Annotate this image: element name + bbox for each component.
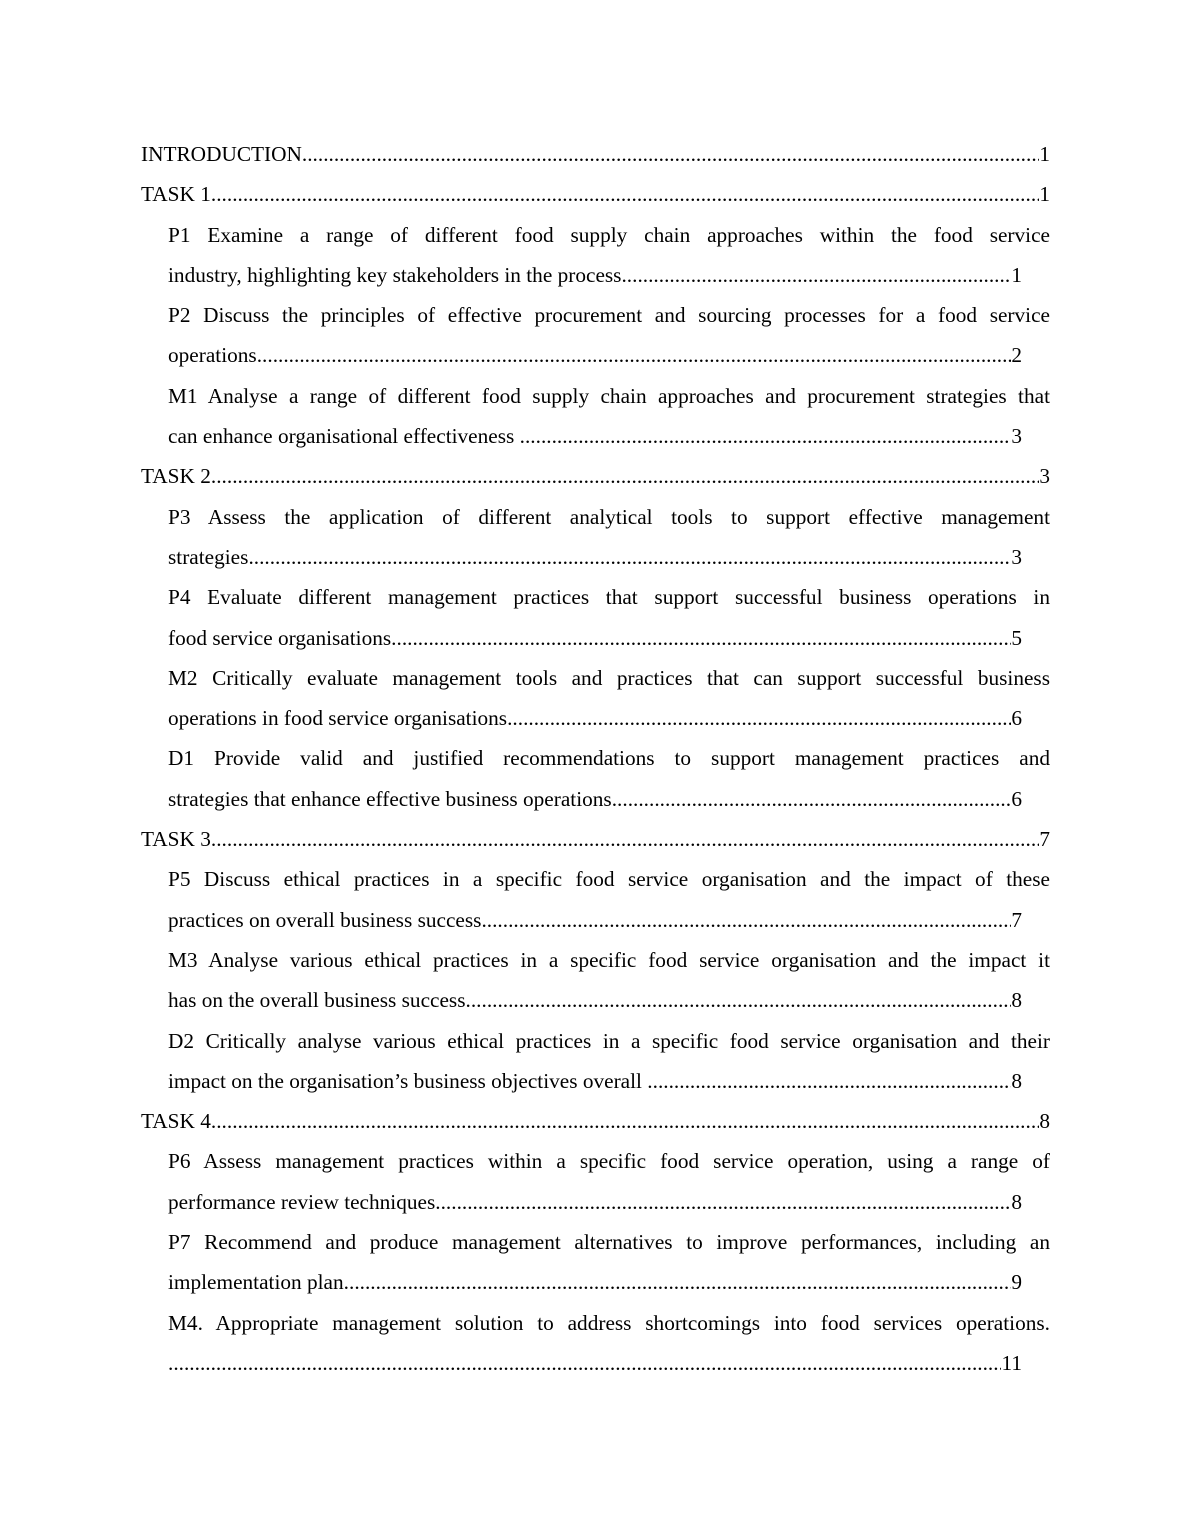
dot-leader	[168, 1343, 1001, 1383]
toc-subentry-line-1: D2 Critically analyse various ethical practices in a specific food service organisation and their	[168, 1028, 1050, 1053]
toc-subentry-line-2: has on the overall business success	[168, 988, 466, 1013]
dot-leader	[621, 255, 1011, 295]
dot-leader	[302, 134, 1039, 174]
toc-subentry-m4[interactable]	[168, 1303, 1050, 1384]
toc-entry-task-2[interactable]	[141, 456, 1050, 496]
dot-leader	[520, 416, 1012, 456]
toc-subentry-line-2: practices on overall business success	[168, 907, 482, 932]
toc-page-number: 8	[1011, 988, 1022, 1013]
toc-page-number: 8	[1039, 1109, 1050, 1134]
toc-subentry-line-1: M4. Appropriate management solution to address shortcomings into food services operations.	[168, 1310, 1050, 1335]
toc-subentry-d1[interactable]	[168, 738, 1050, 819]
dot-leader	[248, 537, 1011, 577]
toc-subentry-line-1: P2 Discuss the principles of effective procurement and sourcing processes for a food service	[168, 303, 1050, 328]
toc-page-number: 3	[1011, 424, 1022, 449]
toc-subentry-p6[interactable]	[168, 1141, 1050, 1222]
toc-page-number: 1	[1039, 142, 1050, 166]
toc-subentry-m3[interactable]	[168, 940, 1050, 1021]
toc-page-number: 1	[1011, 262, 1022, 287]
toc-subentry-line-1: P4 Evaluate different management practices that support successful business operations in	[168, 585, 1050, 610]
dot-leader	[507, 698, 1011, 738]
toc-entry-introduction[interactable]	[141, 134, 1050, 174]
toc-subentry-p4[interactable]	[168, 577, 1050, 658]
toc-subentry-line-2: implementation plan	[168, 1270, 344, 1295]
toc-subentry-p5[interactable]	[168, 859, 1050, 940]
toc-page-number: 1	[1039, 182, 1050, 207]
toc-subentry-line-1: P3 Assess the application of different analytical tools to support effective management	[168, 504, 1050, 529]
toc-entry-label: INTRODUCTION	[141, 142, 302, 166]
dot-leader	[481, 900, 1011, 940]
toc-entry-label: TASK 4	[141, 1109, 211, 1134]
toc-subentry-line-2: strategies that enhance effective business operations	[168, 786, 612, 811]
dot-leader	[211, 456, 1039, 496]
toc-page-number: 8	[1011, 1068, 1022, 1093]
toc-subentry-line-2: industry, highlighting key stakeholders in the process	[168, 262, 622, 287]
toc-page-number: 5	[1011, 625, 1022, 650]
toc-subentry-line-2: impact on the organisation’s business objectives overall	[168, 1068, 648, 1093]
toc-subentry-line-1: M2 Critically evaluate management tools and practices that can support successful business	[168, 665, 1050, 690]
dot-leader	[647, 1061, 1011, 1101]
toc-subentry-line-2: operations in food service organisations	[168, 706, 508, 731]
toc-page-number: 7	[1039, 827, 1050, 852]
dot-leader	[257, 335, 1012, 375]
toc-subentry-line-2: food service organisations	[168, 625, 392, 650]
toc-page-number: 3	[1011, 544, 1022, 569]
dot-leader	[211, 1101, 1039, 1141]
toc-entry-label: TASK 1	[141, 182, 211, 207]
toc-subentry-line-1: P1 Examine a range of different food supply chain approaches within the food service	[168, 222, 1050, 247]
toc-entry-task-4[interactable]	[141, 1101, 1050, 1141]
toc-subentry-line-1: P6 Assess management practices within a specific food service operation, using a range of	[168, 1149, 1050, 1174]
toc-page-number: 6	[1011, 786, 1022, 811]
dot-leader	[211, 174, 1039, 214]
toc-subentry-line-2: performance review techniques	[168, 1189, 436, 1214]
toc-subentry-line-1: M1 Analyse a range of different food supply chain approaches and procurement strategies that	[168, 383, 1050, 408]
toc-page-number: 7	[1011, 907, 1022, 932]
toc-page-number: 6	[1011, 706, 1022, 731]
toc-page-number: 3	[1039, 464, 1050, 489]
dot-leader	[435, 1182, 1011, 1222]
toc-subentry-p7[interactable]	[168, 1222, 1050, 1303]
toc-page-number: 11	[1001, 1350, 1022, 1375]
dot-leader	[391, 618, 1011, 658]
toc-subentry-line-1: P5 Discuss ethical practices in a specific food service organisation and the impact of these	[168, 867, 1050, 892]
toc-subentry-line-2: operations	[168, 343, 257, 368]
toc-page-number: 9	[1011, 1270, 1022, 1295]
toc-subentry-line-2: can enhance organisational effectiveness	[168, 424, 520, 449]
dot-leader	[211, 819, 1039, 859]
toc-subentry-line-1: P7 Recommend and produce management alternatives to improve performances, including an	[168, 1230, 1050, 1255]
toc-page-number: 2	[1011, 343, 1022, 368]
toc-subentry-line-1: M3 Analyse various ethical practices in a specific food service organisation and the impact it	[168, 947, 1050, 972]
toc-subentry-p2[interactable]	[168, 295, 1050, 376]
toc-page-number: 8	[1011, 1189, 1022, 1214]
toc-subentry-p1[interactable]	[168, 215, 1050, 296]
table-of-contents	[141, 134, 1050, 1383]
toc-subentry-p3[interactable]	[168, 497, 1050, 578]
toc-subentry-d2[interactable]	[168, 1021, 1050, 1102]
toc-subentry-line-1: D1 Provide valid and justified recommendations to support management practices and	[168, 746, 1050, 771]
toc-entry-task-3[interactable]	[141, 819, 1050, 859]
toc-subentry-m1[interactable]	[168, 376, 1050, 457]
toc-entry-task-1[interactable]	[141, 174, 1050, 214]
dot-leader	[344, 1262, 1012, 1302]
toc-entry-label: TASK 3	[141, 827, 211, 852]
dot-leader	[466, 980, 1012, 1020]
toc-entry-label: TASK 2	[141, 464, 211, 489]
toc-subentry-m2[interactable]	[168, 658, 1050, 739]
dot-leader	[612, 779, 1012, 819]
toc-subentry-line-2: strategies	[168, 544, 249, 569]
